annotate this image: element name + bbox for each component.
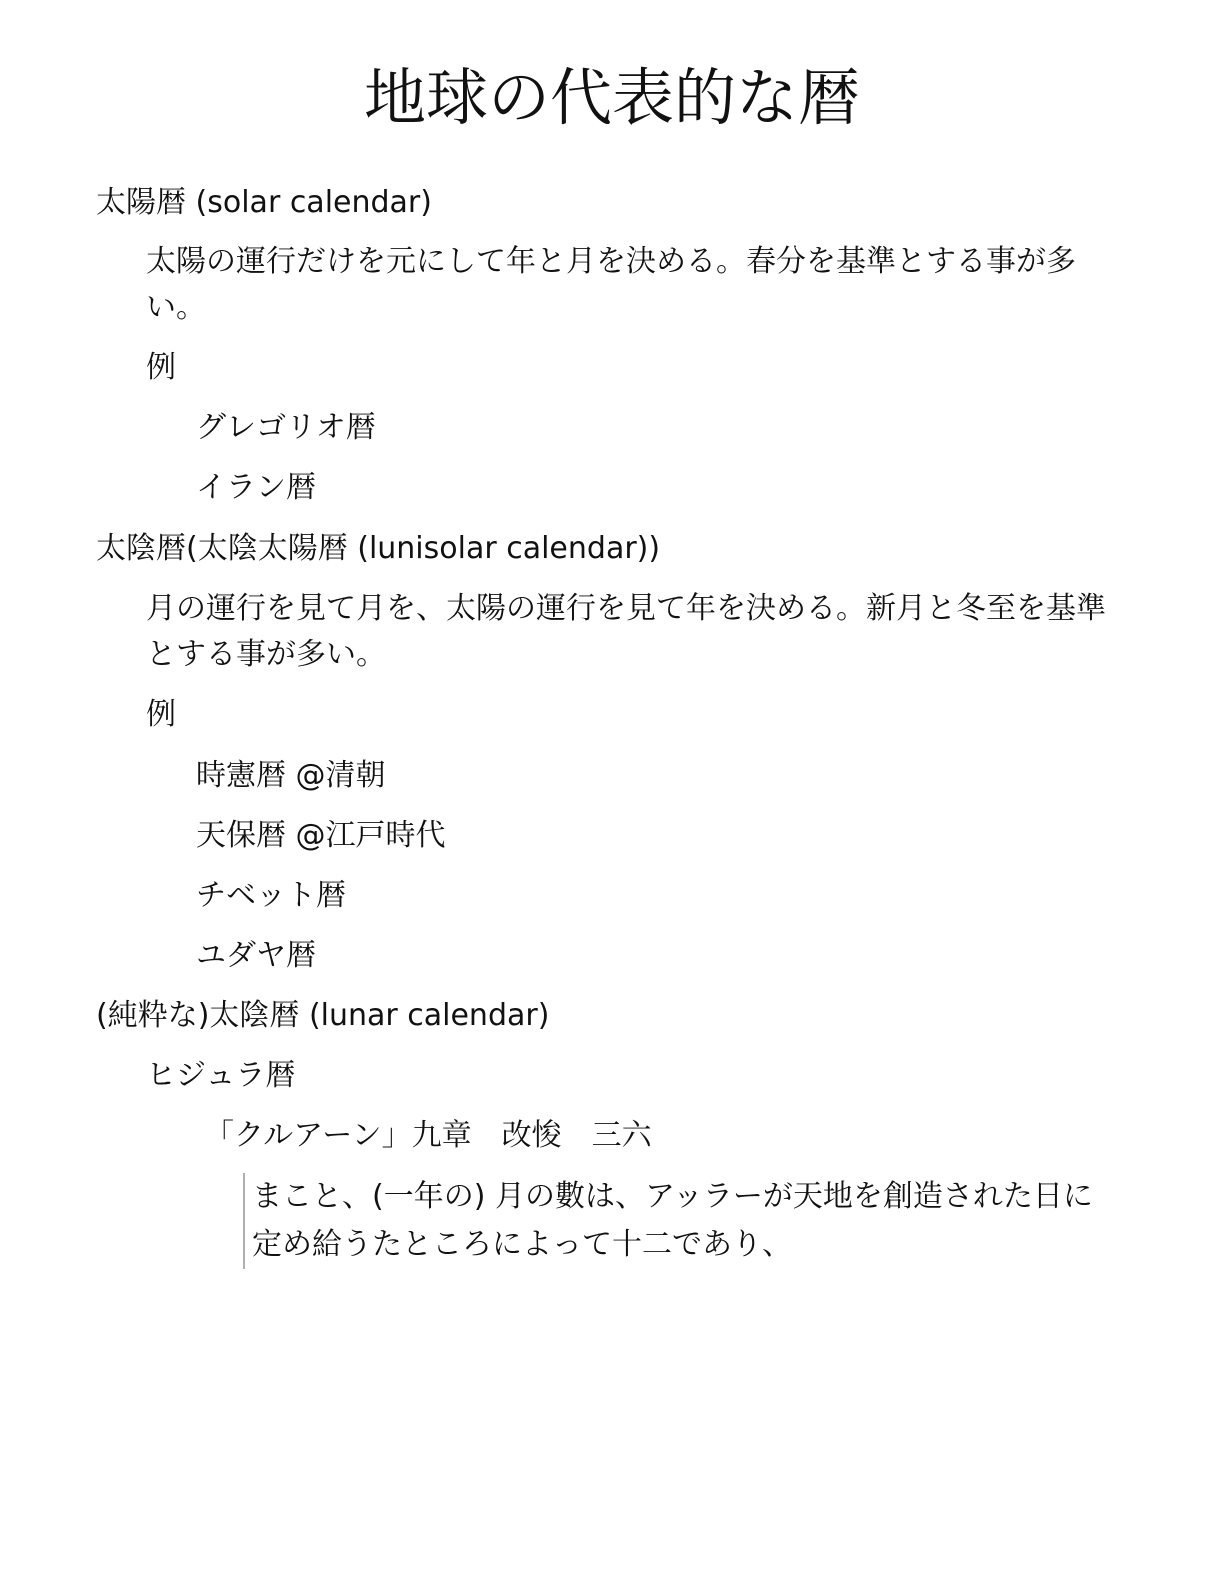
section-description-solar: 太陽の運行だけを元にして年と月を決める。春分を基準とする事が多い。 (146, 244, 1076, 325)
example-item: グレゴリオ暦 (196, 410, 376, 445)
quote-block (243, 1173, 1112, 1269)
section-heading-lunisolar: 太陰暦(太陰太陽暦 (lunisolar calendar)) (96, 531, 661, 566)
section-heading-lunar: (純粋な)太陰暦 (lunar calendar) (96, 998, 550, 1033)
example-item: 天保暦 @江戸時代 (196, 818, 446, 853)
page-title: 地球の代表的な暦 (363, 61, 860, 134)
example-item: チベット暦 (196, 878, 346, 913)
example-label-solar: 例 (146, 350, 176, 385)
example-item: イラン暦 (196, 470, 316, 505)
section-description-lunisolar: 月の運行を見て月を、太陽の運行を見て年を決める。新月と冬至を基準とする事が多い。 (146, 591, 1106, 672)
quote-text: まこと、(一年の) 月の數は、アッラーが天地を創造された日に定め給うたところによって十二であり、 (252, 1179, 1093, 1262)
quote-source: 「クルアーン」九章 改悛 三六 (204, 1118, 652, 1153)
example-item: ユダヤ暦 (196, 938, 316, 973)
lunar-calendar-item: ヒジュラ暦 (146, 1058, 296, 1093)
example-item: 時憲暦 @清朝 (196, 758, 386, 793)
section-heading-solar: 太陽暦 (solar calendar) (96, 185, 432, 220)
example-label-lunisolar: 例 (146, 697, 176, 732)
